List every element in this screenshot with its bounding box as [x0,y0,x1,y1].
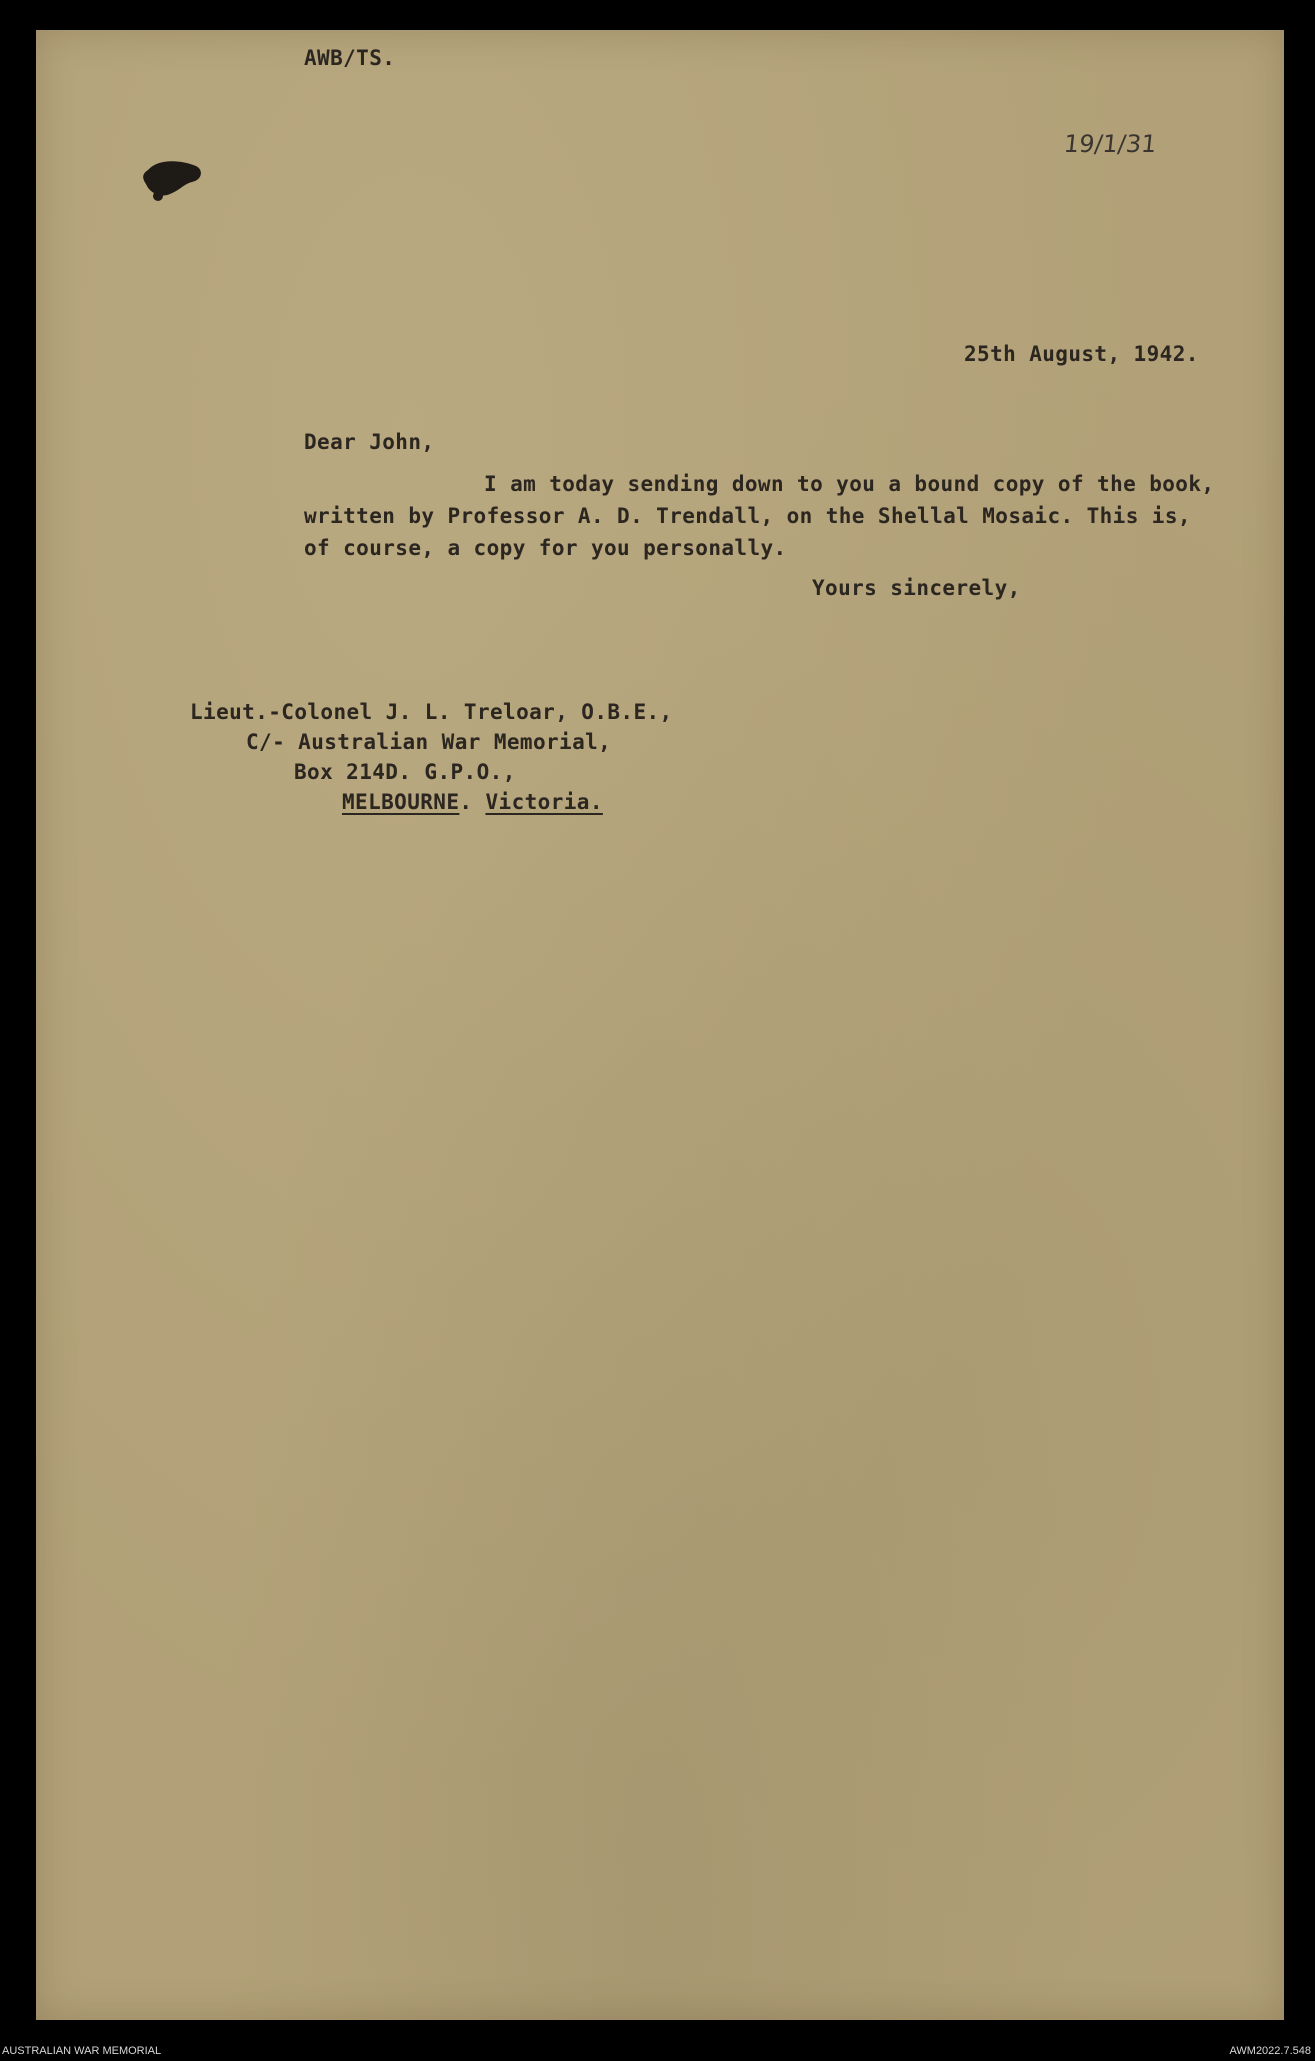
closing: Yours sincerely, [812,576,1021,600]
address-city: MELBOURNE [342,790,460,814]
address-name: Lieut.-Colonel J. L. Treloar, O.B.E., [190,700,673,724]
letter-sheet [36,30,1284,2020]
body-line: of course, a copy for you personally. [304,536,787,560]
address-state: Victoria. [485,790,603,814]
address-line: Box 214D. G.P.O., [294,760,516,784]
ink-blot [140,156,210,206]
footer-accession-number: AWM2022.7.548 [1229,2045,1311,2057]
body-line: I am today sending down to you a bound copy of the book, [484,472,1215,496]
address-line: C/- Australian War Memorial, [246,730,612,754]
letter-date: 25th August, 1942. [964,342,1199,366]
address-city-line: MELBOURNE. Victoria. [342,790,603,814]
footer-institution: AUSTRALIAN WAR MEMORIAL [2,2045,162,2057]
body-line: written by Professor A. D. Trendall, on the Shellal Mosaic. This is, [304,504,1191,528]
file-number: 19/1/31 [1062,130,1159,158]
salutation: Dear John, [304,430,435,454]
reference-code: AWB/TS. [304,46,396,70]
